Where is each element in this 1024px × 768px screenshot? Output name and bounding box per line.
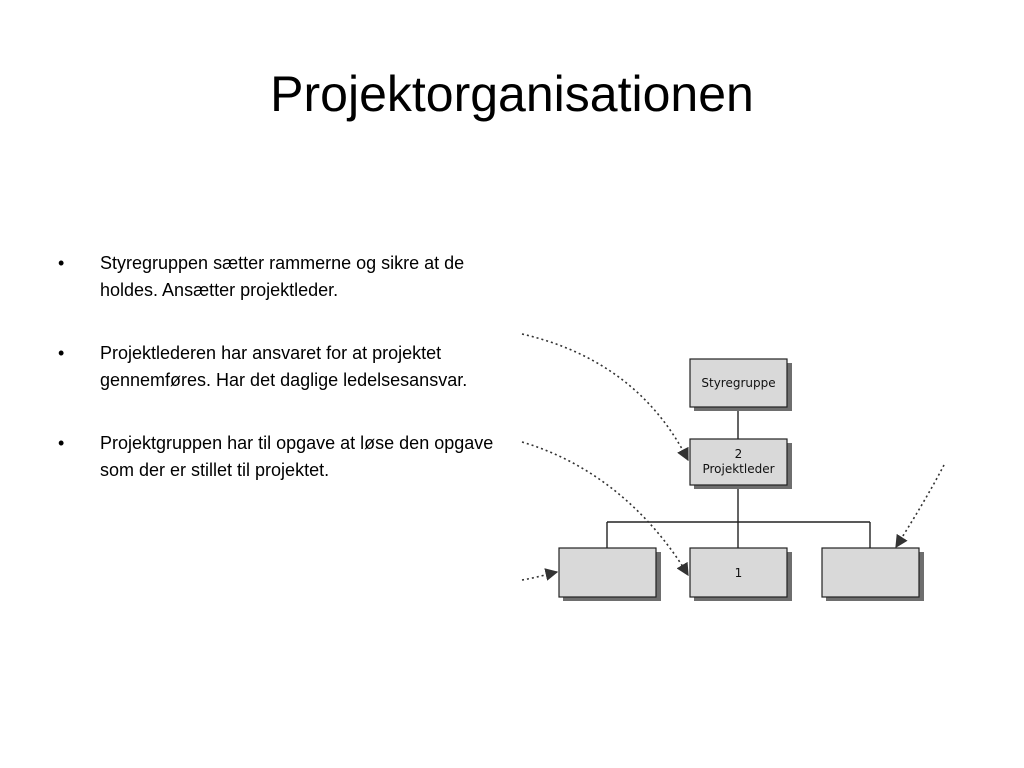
box-number-projektleder: 2 [734,447,743,461]
arrow-to-right-box [896,465,944,547]
box-rect [559,548,656,597]
org-box-projektleder [690,439,792,489]
bullet-marker: • [58,433,65,453]
box-rect [822,548,919,597]
box-label-projektleder: Projektleder [702,462,775,476]
org-box-bottom-left [559,548,661,601]
slide-title: Projektorganisationen [270,66,754,122]
bullet-marker: • [58,253,65,273]
org-box-bottom-center [690,548,792,601]
org-box-styregruppe [690,359,792,411]
arrow-to-left-box [522,572,557,580]
org-box-bottom-right [822,548,924,601]
bullet-text-projektgruppe: Projektgruppen har til opgave at løse den opgave som der er stillet til projektet. [100,433,494,480]
bullet-marker: • [58,343,65,363]
box-label-bottom-center: 1 [734,566,743,580]
bullet-text-projektleder: Projektlederen har ansvaret for at projektet gennemføres. Har det daglige ledelsesansvar. [100,343,468,390]
bullet-text-styregruppe: Styregruppen sætter rammerne og sikre at de holdes. Ansætter projektleder. [100,253,465,300]
arrow-to-projektleder [522,334,688,460]
box-label-styregruppe: Styregruppe [701,376,776,390]
